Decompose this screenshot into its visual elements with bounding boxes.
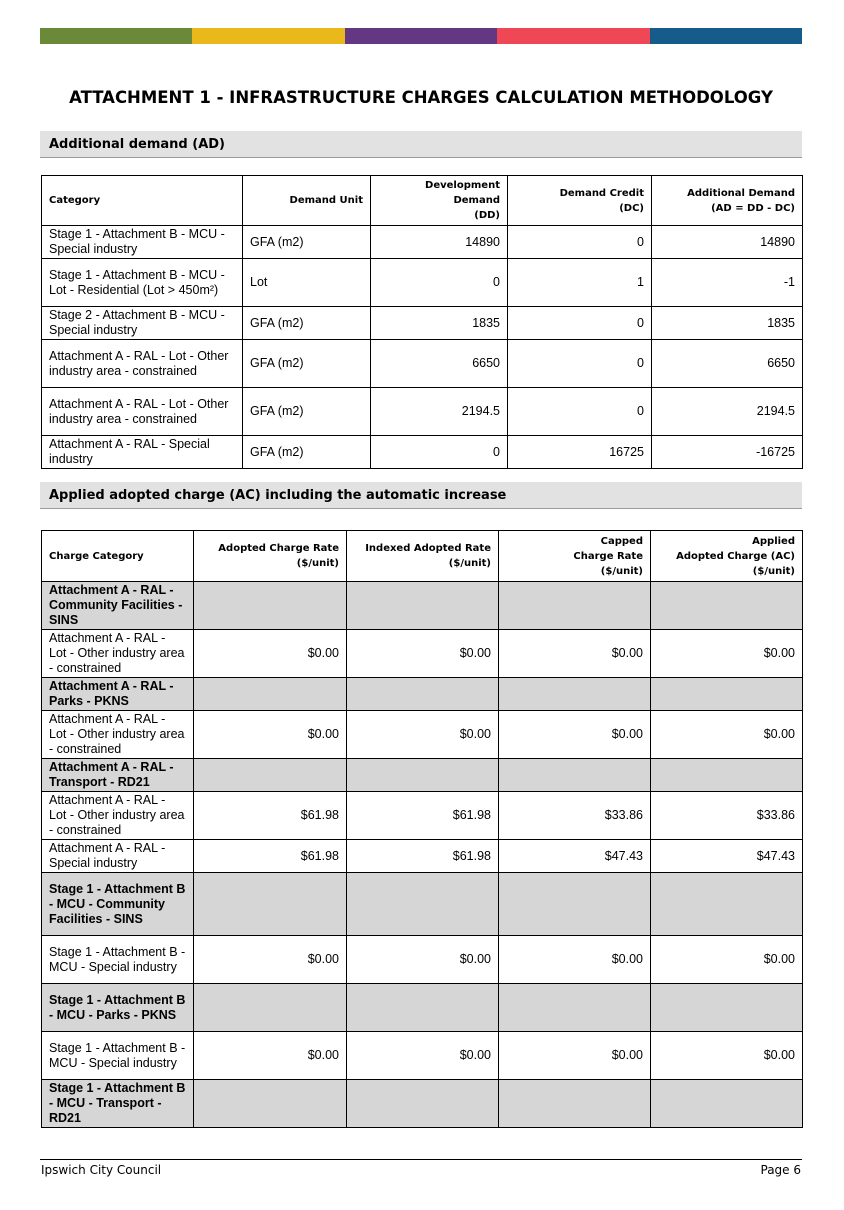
header-line: Adopted Charge (AC) — [676, 550, 795, 562]
cell-applied-adopted-charge — [651, 1080, 803, 1128]
group-header-row — [42, 582, 803, 630]
cell-adopted-charge-rate: $0.00 — [194, 630, 347, 678]
cell-demand-unit: Lot — [243, 259, 371, 307]
cell-applied-adopted-charge — [651, 582, 803, 630]
cell-indexed-adopted-rate: $0.00 — [347, 711, 499, 759]
cell-additional-demand: 6650 — [652, 340, 803, 388]
table-row — [42, 1032, 803, 1080]
cell-charge-category: Stage 1 - Attachment B - MCU - Special industry — [42, 1032, 194, 1080]
cell-demand-unit: GFA (m2) — [243, 388, 371, 436]
cell-capped-charge-rate — [499, 984, 651, 1032]
cell-development-demand: 2194.5 — [371, 388, 508, 436]
cell-adopted-charge-rate: $0.00 — [194, 936, 347, 984]
header-line: (AD = DD - DC) — [711, 202, 795, 214]
header-line: (DD) — [474, 210, 500, 221]
cell-category: Attachment A - RAL - Lot - Other industry area - constrained — [42, 340, 243, 388]
header-development-demand — [371, 176, 508, 226]
cell-capped-charge-rate — [499, 678, 651, 711]
cell-indexed-adopted-rate — [347, 1080, 499, 1128]
cell-capped-charge-rate: $0.00 — [499, 630, 651, 678]
cell-indexed-adopted-rate — [347, 582, 499, 630]
section-heading-text: Additional demand (AD) — [49, 137, 226, 152]
table-row — [42, 792, 803, 840]
group-header-row — [42, 873, 803, 936]
cell-indexed-adopted-rate: $0.00 — [347, 630, 499, 678]
cell-applied-adopted-charge — [651, 873, 803, 936]
cell-capped-charge-rate: $0.00 — [499, 711, 651, 759]
table-row — [42, 840, 803, 873]
header-additional-demand — [652, 176, 803, 226]
cell-charge-category: Attachment A - RAL - Lot - Other industry area - constrained — [42, 711, 194, 759]
cell-category: Stage 1 - Attachment B - MCU - Lot - Residential (Lot > 450m²) — [42, 259, 243, 307]
header-category: Category — [42, 176, 243, 226]
table-row — [42, 259, 803, 307]
table-header-row — [42, 176, 803, 226]
cell-applied-adopted-charge: $0.00 — [651, 1032, 803, 1080]
color-segment-yellow — [192, 28, 344, 44]
cell-indexed-adopted-rate — [347, 873, 499, 936]
brand-color-bar — [40, 28, 802, 44]
cell-additional-demand: -1 — [652, 259, 803, 307]
table-row — [42, 226, 803, 259]
cell-capped-charge-rate — [499, 873, 651, 936]
cell-charge-category: Attachment A - RAL - Community Facilities - SINS — [42, 582, 194, 630]
header-demand-credit — [508, 176, 652, 226]
header-applied-adopted-charge — [651, 531, 803, 582]
cell-demand-credit: 0 — [508, 340, 652, 388]
table-row — [42, 388, 803, 436]
footer-page-number: Page 6 — [760, 1163, 801, 1177]
cell-demand-credit: 0 — [508, 307, 652, 340]
cell-adopted-charge-rate — [194, 984, 347, 1032]
cell-charge-category: Attachment A - RAL - Parks - PKNS — [42, 678, 194, 711]
cell-indexed-adopted-rate: $61.98 — [347, 792, 499, 840]
table-row — [42, 936, 803, 984]
cell-charge-category: Stage 1 - Attachment B - MCU - Special industry — [42, 936, 194, 984]
table-row — [42, 711, 803, 759]
cell-adopted-charge-rate: $61.98 — [194, 792, 347, 840]
table-row — [42, 307, 803, 340]
color-segment-green — [40, 28, 192, 44]
section-heading-text: Applied adopted charge (AC) including the automatic increase — [49, 488, 507, 503]
table-header-row — [42, 531, 803, 582]
cell-charge-category: Attachment A - RAL - Lot - Other industry area - constrained — [42, 630, 194, 678]
cell-capped-charge-rate: $47.43 — [499, 840, 651, 873]
cell-indexed-adopted-rate — [347, 759, 499, 792]
header-line: (DC) — [619, 202, 644, 214]
cell-applied-adopted-charge: $47.43 — [651, 840, 803, 873]
cell-category: Attachment A - RAL - Special industry — [42, 436, 243, 469]
cell-charge-category: Stage 1 - Attachment B - MCU - Community Facilities - SINS — [42, 873, 194, 936]
cell-development-demand: 1835 — [371, 307, 508, 340]
footer-organisation: Ipswich City Council — [41, 1163, 162, 1177]
cell-demand-unit: GFA (m2) — [243, 226, 371, 259]
cell-capped-charge-rate: $33.86 — [499, 792, 651, 840]
cell-development-demand: 6650 — [371, 340, 508, 388]
header-line: Development — [425, 180, 500, 191]
header-line: Indexed Adopted Rate — [365, 543, 491, 554]
cell-category: Attachment A - RAL - Lot - Other industry area - constrained — [42, 388, 243, 436]
cell-applied-adopted-charge — [651, 984, 803, 1032]
cell-applied-adopted-charge: $0.00 — [651, 936, 803, 984]
cell-applied-adopted-charge: $0.00 — [651, 711, 803, 759]
cell-applied-adopted-charge — [651, 678, 803, 711]
cell-applied-adopted-charge — [651, 759, 803, 792]
cell-adopted-charge-rate — [194, 1080, 347, 1128]
table-row — [42, 630, 803, 678]
cell-indexed-adopted-rate — [347, 678, 499, 711]
color-segment-blue — [650, 28, 802, 44]
cell-adopted-charge-rate — [194, 582, 347, 630]
cell-applied-adopted-charge: $0.00 — [651, 630, 803, 678]
cell-demand-credit: 0 — [508, 388, 652, 436]
header-demand-unit: Demand Unit — [243, 176, 371, 226]
cell-demand-credit: 0 — [508, 226, 652, 259]
cell-additional-demand: 2194.5 — [652, 388, 803, 436]
cell-demand-credit: 16725 — [508, 436, 652, 469]
header-line: ($/unit) — [752, 565, 795, 577]
header-line: Applied — [752, 535, 795, 547]
header-line: Adopted Charge Rate — [218, 543, 339, 554]
color-segment-purple — [345, 28, 497, 44]
group-header-row — [42, 1080, 803, 1128]
header-capped-charge-rate — [499, 531, 651, 582]
cell-capped-charge-rate — [499, 1080, 651, 1128]
cell-development-demand: 0 — [371, 436, 508, 469]
cell-demand-credit: 1 — [508, 259, 652, 307]
additional-demand-table — [41, 175, 803, 469]
applied-charge-table — [41, 530, 803, 1128]
cell-indexed-adopted-rate: $61.98 — [347, 840, 499, 873]
cell-capped-charge-rate: $0.00 — [499, 936, 651, 984]
cell-applied-adopted-charge: $33.86 — [651, 792, 803, 840]
header-line: ($/unit) — [296, 558, 339, 569]
document-title: ATTACHMENT 1 - INFRASTRUCTURE CHARGES CALCULATION METHODOLOGY — [69, 88, 773, 107]
cell-development-demand: 0 — [371, 259, 508, 307]
cell-category: Stage 2 - Attachment B - MCU - Special industry — [42, 307, 243, 340]
cell-capped-charge-rate — [499, 759, 651, 792]
cell-development-demand: 14890 — [371, 226, 508, 259]
cell-demand-unit: GFA (m2) — [243, 340, 371, 388]
cell-capped-charge-rate — [499, 582, 651, 630]
cell-adopted-charge-rate: $61.98 — [194, 840, 347, 873]
cell-charge-category: Stage 1 - Attachment B - MCU - Transport - RD21 — [42, 1080, 194, 1128]
table-row — [42, 340, 803, 388]
cell-adopted-charge-rate — [194, 873, 347, 936]
cell-demand-unit: GFA (m2) — [243, 436, 371, 469]
footer-divider — [40, 1159, 802, 1160]
header-line: ($/unit) — [600, 565, 643, 577]
section-heading-applied-charge — [40, 482, 802, 509]
section-heading-additional-demand — [40, 131, 802, 158]
cell-additional-demand: 1835 — [652, 307, 803, 340]
cell-charge-category: Attachment A - RAL - Lot - Other industry area - constrained — [42, 792, 194, 840]
table-row — [42, 436, 803, 469]
cell-charge-category: Attachment A - RAL - Transport - RD21 — [42, 759, 194, 792]
cell-capped-charge-rate: $0.00 — [499, 1032, 651, 1080]
cell-charge-category: Stage 1 - Attachment B - MCU - Parks - PKNS — [42, 984, 194, 1032]
cell-category: Stage 1 - Attachment B - MCU - Special industry — [42, 226, 243, 259]
group-header-row — [42, 759, 803, 792]
color-segment-red — [497, 28, 649, 44]
header-line: Demand — [453, 195, 500, 206]
header-line: Charge Rate — [573, 550, 643, 562]
cell-indexed-adopted-rate: $0.00 — [347, 1032, 499, 1080]
header-indexed-adopted-rate — [347, 531, 499, 582]
cell-indexed-adopted-rate — [347, 984, 499, 1032]
header-line: Capped — [600, 535, 643, 547]
header-adopted-charge-rate — [194, 531, 347, 582]
header-charge-category: Charge Category — [42, 531, 194, 582]
cell-additional-demand: -16725 — [652, 436, 803, 469]
cell-adopted-charge-rate — [194, 678, 347, 711]
cell-demand-unit: GFA (m2) — [243, 307, 371, 340]
cell-charge-category: Attachment A - RAL - Special industry — [42, 840, 194, 873]
group-header-row — [42, 984, 803, 1032]
cell-adopted-charge-rate: $0.00 — [194, 1032, 347, 1080]
cell-indexed-adopted-rate: $0.00 — [347, 936, 499, 984]
cell-adopted-charge-rate: $0.00 — [194, 711, 347, 759]
header-line: Demand Credit — [559, 187, 644, 199]
header-line: Additional Demand — [687, 187, 795, 199]
cell-additional-demand: 14890 — [652, 226, 803, 259]
group-header-row — [42, 678, 803, 711]
header-line: ($/unit) — [448, 558, 491, 569]
cell-adopted-charge-rate — [194, 759, 347, 792]
